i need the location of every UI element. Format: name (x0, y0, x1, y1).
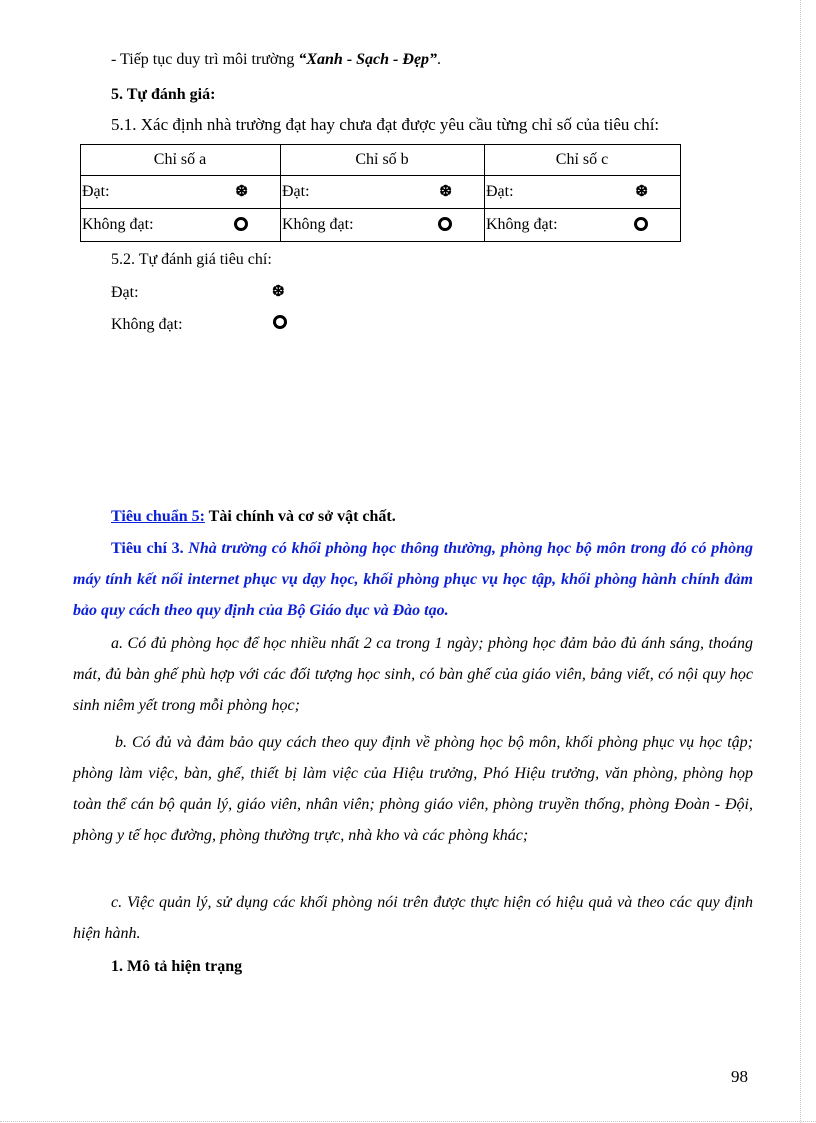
page-edge-bottom (0, 1121, 816, 1122)
intro-line (111, 50, 441, 70)
table-row-pass (81, 176, 681, 209)
cell-a-fail (81, 209, 281, 242)
item-c-paragraph: c. Việc quản lý, sử dụng các khối phòng nói trên được thực hiện có hiệu quả và theo các quy định hiện hành. (73, 894, 753, 942)
table-header-row (81, 145, 681, 176)
page-number: 98 (731, 1067, 748, 1086)
s52-text: 5.2. Tự đánh giá tiêu chí: (111, 251, 272, 268)
ring-icon (634, 217, 648, 236)
s52-pass-label: Đạt: (111, 284, 139, 301)
snowflake-icon: ❆ (235, 184, 248, 200)
cell-b-pass (281, 176, 485, 209)
ring-icon (273, 315, 287, 335)
criteria-index-table (80, 144, 681, 242)
cell-a-pass (81, 176, 281, 209)
header-index-b: Chỉ số b (281, 145, 485, 176)
intro-suffix: . (437, 51, 442, 68)
intro-prefix: - Tiếp tục duy trì môi trường (111, 51, 299, 68)
ring-icon (234, 217, 248, 236)
section5-heading: 5. Tự đánh giá: (111, 86, 216, 103)
cell-b-fail (281, 209, 485, 242)
standard-title: Tài chính và cơ sở vật chất. (204, 508, 396, 525)
cell-c-fail (485, 209, 681, 242)
pass-label: Đạt: (82, 183, 110, 200)
page-edge-right (800, 0, 801, 1123)
pass-label: Đạt: (486, 183, 514, 200)
fail-label: Không đạt: (82, 216, 154, 233)
s52-fail-label: Không đạt: (111, 316, 183, 333)
pass-label: Đạt: (282, 183, 310, 200)
intro-emphasis: “Xanh - Sạch - Đẹp” (298, 51, 438, 68)
snowflake-icon: ❆ (439, 184, 452, 200)
fail-label: Không đạt: (486, 216, 558, 233)
table-row-fail (81, 209, 681, 242)
s51-text: 5.1. Xác định nhà trường đạt hay chưa đạt được yêu cầu từng chỉ số của tiêu chí: (111, 115, 660, 134)
standard-label: Tiêu chuẩn 5: (111, 508, 205, 525)
criterion-label: Tiêu chí 3. (111, 540, 184, 557)
cell-c-pass (485, 176, 681, 209)
subsection1-heading: 1. Mô tả hiện trạng (111, 958, 243, 975)
ring-icon (438, 217, 452, 236)
criterion-paragraph (73, 533, 753, 626)
item-a-paragraph: a. Có đủ phòng học để học nhiều nhất 2 ca trong 1 ngày; phòng học đảm bảo đủ ánh sáng, thoáng mát, đủ bàn ghế phù hợp với các đối tượng học sinh, có bàn ghế của giáo viên, bảng viết, có nội quy học sinh niêm yết trong mỗi phòng học; (73, 635, 753, 714)
snowflake-icon: ❆ (272, 284, 285, 300)
standard-line (111, 507, 396, 527)
item-b-paragraph: b. Có đủ và đảm bảo quy cách theo quy định về phòng học bộ môn, khối phòng phục vụ học tập; phòng làm việc, bàn, ghế, thiết bị làm việc của Hiệu trưởng, Phó Hiệu trưởng, văn phòng, phòng họp toàn thể cán bộ quản lý, giáo viên, nhân viên; phòng giáo viên, phòng truyền thống, phòng Đoàn - Đội, phòng y tế học đường, phòng thường trực, nhà kho và các phòng khác; (73, 734, 753, 844)
header-index-c: Chỉ số c (485, 145, 681, 176)
fail-label: Không đạt: (282, 216, 354, 233)
header-index-a: Chỉ số a (81, 145, 281, 176)
snowflake-icon: ❆ (635, 184, 648, 200)
criterion-text: Nhà trường có khối phòng học thông thường, phòng học bộ môn trong đó có phòng máy tính kết nối internet phục vụ dạy học, khối phòng phục vụ học tập, khối phòng hành chính đảm bảo quy cách theo quy định của Bộ Giáo dục và Đào tạo. (73, 540, 753, 619)
